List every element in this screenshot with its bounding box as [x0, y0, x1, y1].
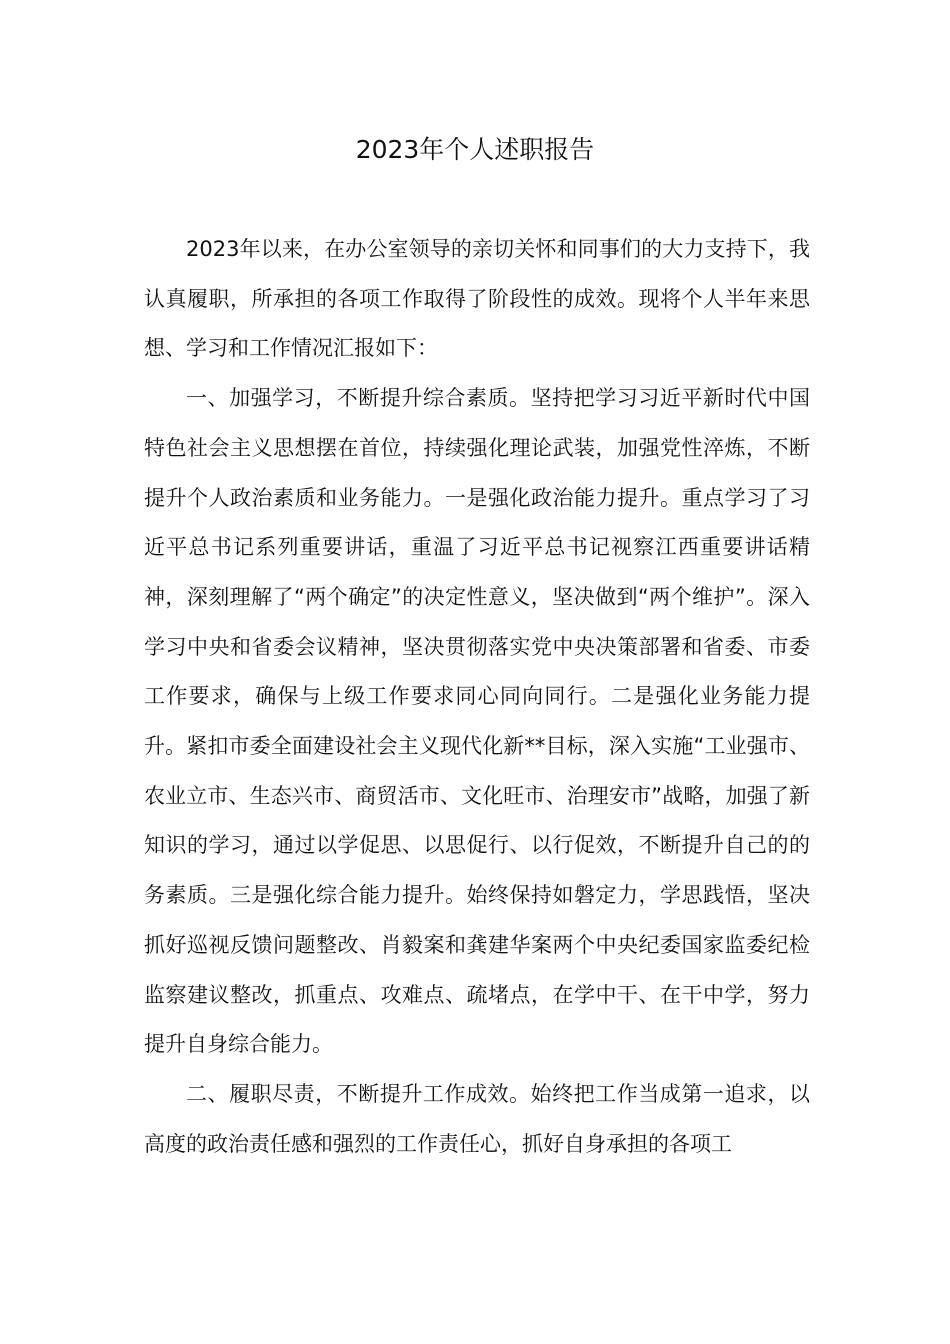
paragraph-intro: 2023年以来，在办公室领导的亲切关怀和同事们的大力支持下，我认真履职，所承担的各项工作取得了阶段性的成效。现将个人半年来思想、学习和工作情况汇报如下：	[144, 237, 810, 361]
paragraph-section-2: 二、履职尽责，不断提升工作成效。始终把工作当成第一追求，以高度的政治责任感和强烈的工作责任心，抓好自身承担的各项工	[144, 1081, 810, 1156]
document-title: 2023年个人述职报告	[355, 135, 595, 164]
document-body	[144, 225, 810, 1169]
paragraph-section-1: 一、加强学习，不断提升综合素质。坚持把学习习近平新时代中国特色社会主义思想摆在首位，持续强化理论武装，加强党性淬炼，不断提升个人政治素质和业务能力。一是强化政治能力提升。重点学习了习近平总书记系列重要讲话，重温了习近平总书记视察江西重要讲话精神，深刻理解了“两个确定”的决定性意义，坚决做到“两个维护”。深入学习中央和省委会议精神，坚决贯彻落实党中央决策部署和省委、市委工作要求，确保与上级工作要求同心同向同行。二是强化业务能力提升。紧扣市委全面建设社会主义现代化新**目标，深入实施“工业强市、农业立市、生态兴市、商贸活市、文化旺市、治理安市”战略，加强了新知识的学习，通过以学促思、以思促行、以行促效，不断提升自己的的务素质。三是强化综合能力提升。始终保持如磐定力，学思践悟，坚决抓好巡视反馈问题整改、肖毅案和龚建华案两个中央纪委国家监委纪检监察建议整改，抓重点、攻难点、疏堵点，在学中干、在干中学，努力提升自身综合能力。	[144, 386, 810, 1057]
